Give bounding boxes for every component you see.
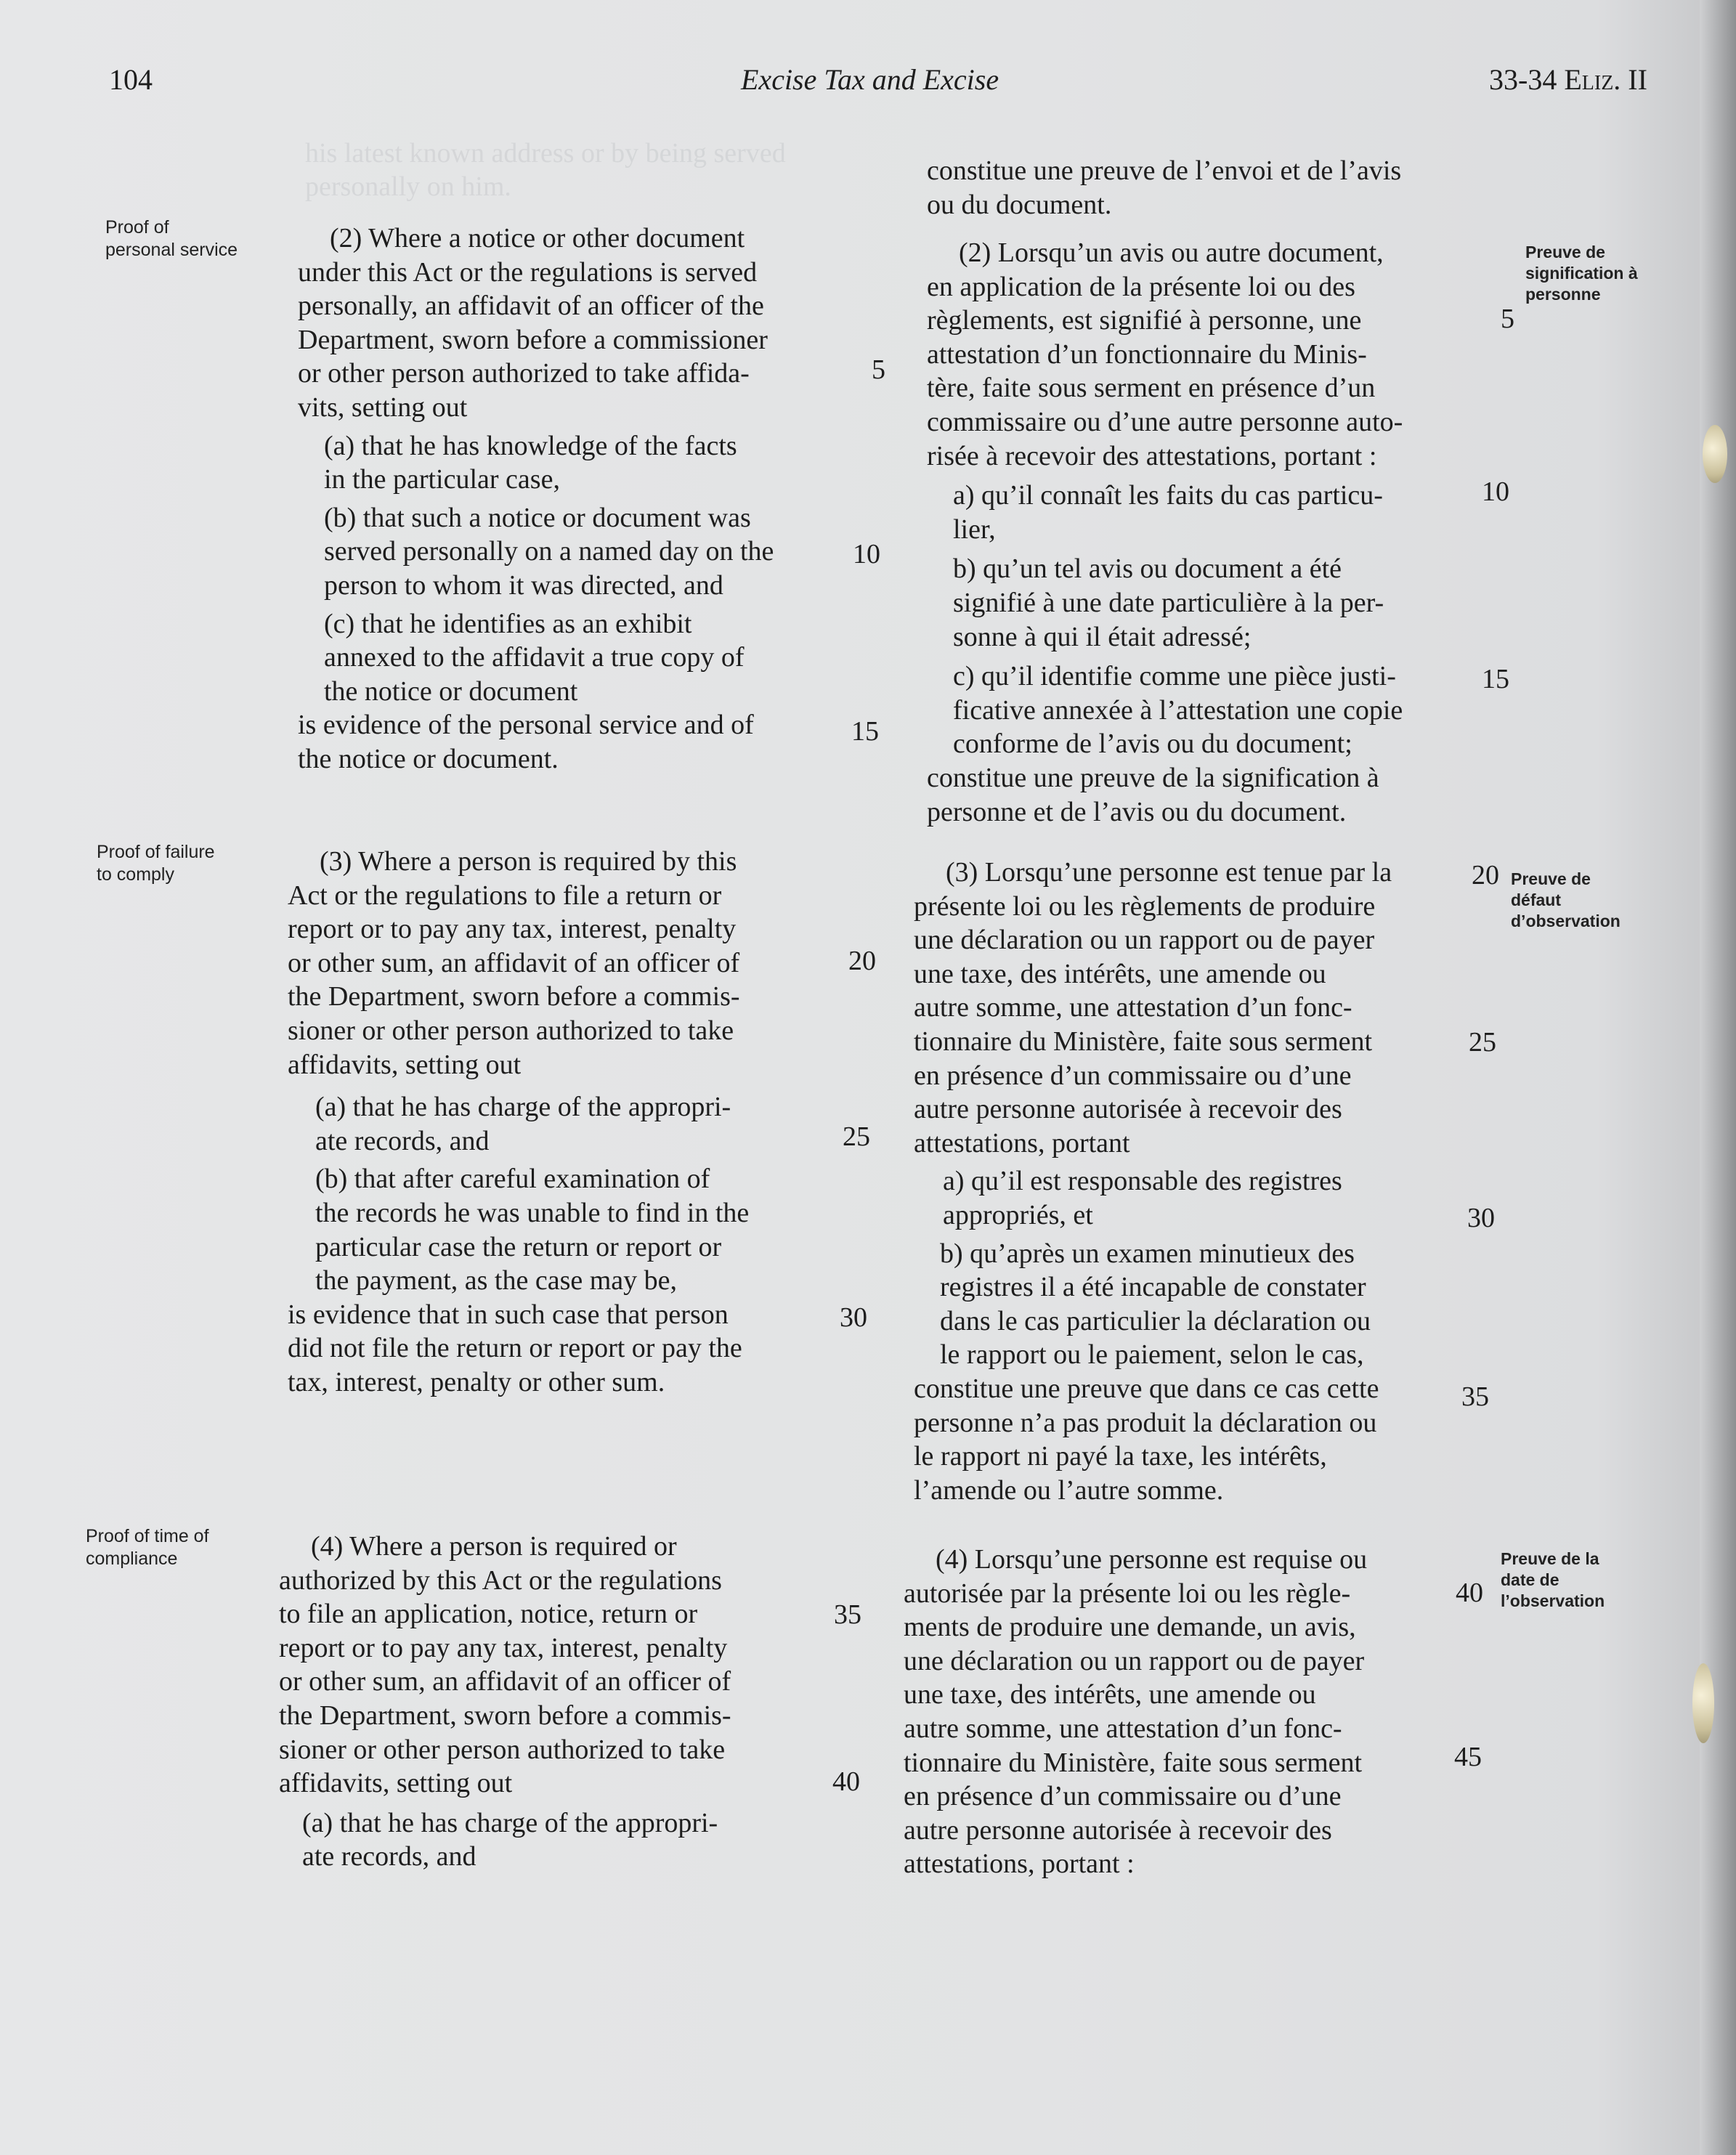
english-subsection-3: (3) Where a person is required by this Act or the regulations to file a return or report or to pay any tax, interest, penalty or other sum, an affidavit of an officer of the Department, sworn before a commis- sioner or other person authorized to take affidavits, setting out (a) that he has charge of the appropri- ate records, and (b) that after careful examination of the records he was unable to find in the particular case the return or report or the payment, as the case may be, is evidence that in such case that person did not file the return or report or pay the tax, interest, penalty or other sum. — [288, 846, 750, 1397]
line-number: 35 — [834, 1599, 861, 1630]
paragraph-c: c) qu’il identifie comme une pièce justi- — [953, 661, 1396, 692]
paragraph-b: b) qu’après un examen minutieux des — [940, 1238, 1355, 1269]
margin-note-proof-of-personal-service: Proof of personal service — [105, 217, 238, 260]
margin-note-proof-of-failure: Proof of failure to comply — [97, 842, 215, 885]
english-subsection-2: (2) Where a notice or other document under this Act or the regulations is served personally, an affidavit of an officer of the Department, sworn before a commissioner or other person authorized to take affida- vits, setting out (a) that he has knowledge of the facts in the particular case, (b) that such a notice or document was served personally on a named day on the person to whom it was directed, and (c) that he identifies as an exhibit annexed to the affidavit a true copy of the notice or document is evidence of the personal service and of the notice or document. — [298, 223, 774, 774]
line-number: 15 — [851, 716, 879, 747]
french-subsection-4: (4) Lorsqu’une personne est requise ou autorisée par la présente loi ou les règle- ments de produire une demande, un avis, une déclaration ou un rapport ou de payer une taxe, des intérêts, une amende ou autre somme, une attestation d’un fonc- tionnaire du Ministère, faite sous serment en présence d’un commissaire ou d’une autre personne autorisée à recevoir des attestations, portant : — [904, 1544, 1368, 1880]
line-number: 30 — [1467, 1203, 1495, 1233]
paragraph-a: (a) that he has charge of the appropri- — [315, 1092, 731, 1123]
line-number: 5 — [1501, 304, 1514, 334]
paragraph-b: (b) that such a notice or document was — [324, 502, 751, 533]
french-subsection-3: (3) Lorsqu’une personne est tenue par la présente loi ou les règlements de produire une déclaration ou un rapport ou de payer une taxe, des intérêts, une amende ou autre somme, une attestation d’un fonc- tionnaire du Ministère, faite sous serment en présence d’un commissaire ou d’une autre personne autorisée à recevoir des attestations, portant a) qu’il est responsable des registres appropriés, et b) qu’après un examen minutieux des registres il a été incapable de constater dans le cas particulier la déclaration ou le rapport ou le paiement, selon le cas, constitue une preuve que dans ce cas cette personne n’a pas produit la déclaration ou le rapport ni payé la taxe, les intérêts, l’amende ou l’autre somme. — [914, 857, 1392, 1506]
page-number: 104 — [109, 63, 153, 96]
book-gutter-edge — [1700, 0, 1736, 2155]
line-number: 20 — [848, 946, 876, 976]
line-number: 25 — [843, 1121, 870, 1152]
show-through-text: his latest known address or by being served personally on him. — [305, 138, 786, 202]
line-number: 15 — [1482, 664, 1509, 694]
english-subsection-4: (4) Where a person is required or authorized by this Act or the regulations to file an application, notice, return or report or to pay any tax, interest, penalty or other sum, an affidavit of an officer of the Department, sworn before a commis- sioner or other person authorized to take affidavits, setting out (a) that he has charge of the appropri- ate records, and — [279, 1531, 731, 1872]
paragraph-c: (c) that he identifies as an exhibit — [324, 608, 692, 639]
line-number: 40 — [1456, 1578, 1483, 1608]
line-number: 25 — [1469, 1027, 1496, 1058]
line-number: 10 — [1482, 476, 1509, 507]
paragraph-a: a) qu’il est responsable des registres — [943, 1166, 1342, 1197]
line-number: 45 — [1454, 1742, 1482, 1772]
line-number: 30 — [840, 1302, 867, 1333]
margin-note-preuve-de-defaut: Preuve de défaut d’observation — [1511, 869, 1621, 930]
margin-note-preuve-de-signification: Preuve de signification à personne — [1525, 243, 1638, 304]
margin-note-preuve-de-la-date: Preuve de la date de l’observation — [1501, 1549, 1605, 1610]
french-subsection-2: (2) Lorsqu’un avis ou autre document, en application de la présente loi ou des règlements, est signifié à personne, une attestation d’un fonctionnaire du Minis- tère, faite sous serment en présence d’un commissaire ou d’une autre personne auto- risée à recevoir des attestations, portant : a) qu’il connaît les faits du cas particu- lier, b) qu’un tel avis ou document a été signifié à une date particulière à la per- sonne à qui il était adressé; c) qu’il identifie comme une pièce justi- ficative annexée à l’attestation une copie conforme de l’avis ou du document; constitue une preuve de la signification à personne et de l’avis ou du document. — [927, 238, 1403, 827]
paragraph-a: a) qu’il connaît les faits du cas particu- — [953, 480, 1383, 511]
line-number: 10 — [853, 539, 880, 569]
line-number: 5 — [872, 354, 885, 385]
paragraph-a: (a) that he has knowledge of the facts — [324, 430, 737, 461]
line-number: 20 — [1472, 860, 1499, 890]
paragraph-b: b) qu’un tel avis ou document a été — [953, 553, 1342, 585]
line-number: 40 — [832, 1766, 860, 1797]
paragraph-b: (b) that after careful examination of — [315, 1164, 710, 1195]
running-title: Excise Tax and Excise — [741, 63, 999, 96]
binding-tab — [1692, 1663, 1714, 1743]
margin-note-proof-of-time: Proof of time of compliance — [86, 1526, 209, 1569]
french-top-continuation: constitue une preuve de l’envoi et de l’avis ou du document. — [927, 155, 1402, 220]
line-number: 35 — [1461, 1381, 1489, 1412]
regnal-year: 33-34 Eliz. II — [1489, 63, 1647, 96]
binding-tab — [1703, 425, 1727, 483]
paragraph-a: (a) that he has charge of the appropri- — [302, 1807, 718, 1838]
